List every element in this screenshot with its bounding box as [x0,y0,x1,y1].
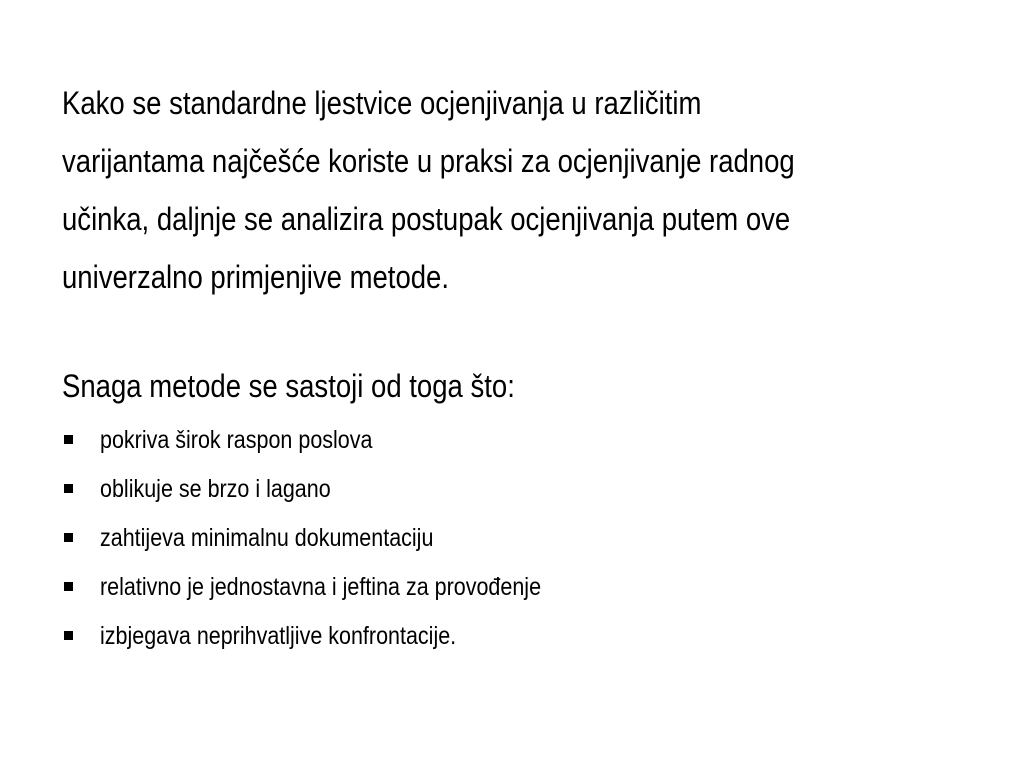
square-bullet-icon [64,435,73,444]
intro-line: univerzalno primjenjive metode. [62,259,449,295]
bullet-text: pokriva širok raspon poslova [100,426,373,454]
bullet-text: relativno je jednostavna i jeftina za provođenje [100,573,542,601]
square-bullet-icon [64,533,73,542]
bullet-text: izbjegava neprihvatljive konfrontacije. [100,622,457,650]
square-bullet-icon [64,484,73,493]
bullet-text: oblikuje se brzo i lagano [100,475,331,503]
square-bullet-icon [64,631,73,640]
intro-line: Kako se standardne ljestvice ocjenjivanja u različitim [62,85,702,121]
intro-paragraph [62,74,836,306]
square-bullet-icon [64,582,73,591]
section-heading: Snaga metode se sastoji od toga što: [62,368,515,404]
intro-line: učinka, daljnje se analizira postupak ocjenjivanja putem ove [62,201,791,237]
bullet-text: zahtijeva minimalnu dokumentaciju [100,524,434,552]
intro-line: varijantama najčešće koriste u praksi za ocjenjivanje radnog [62,143,795,179]
